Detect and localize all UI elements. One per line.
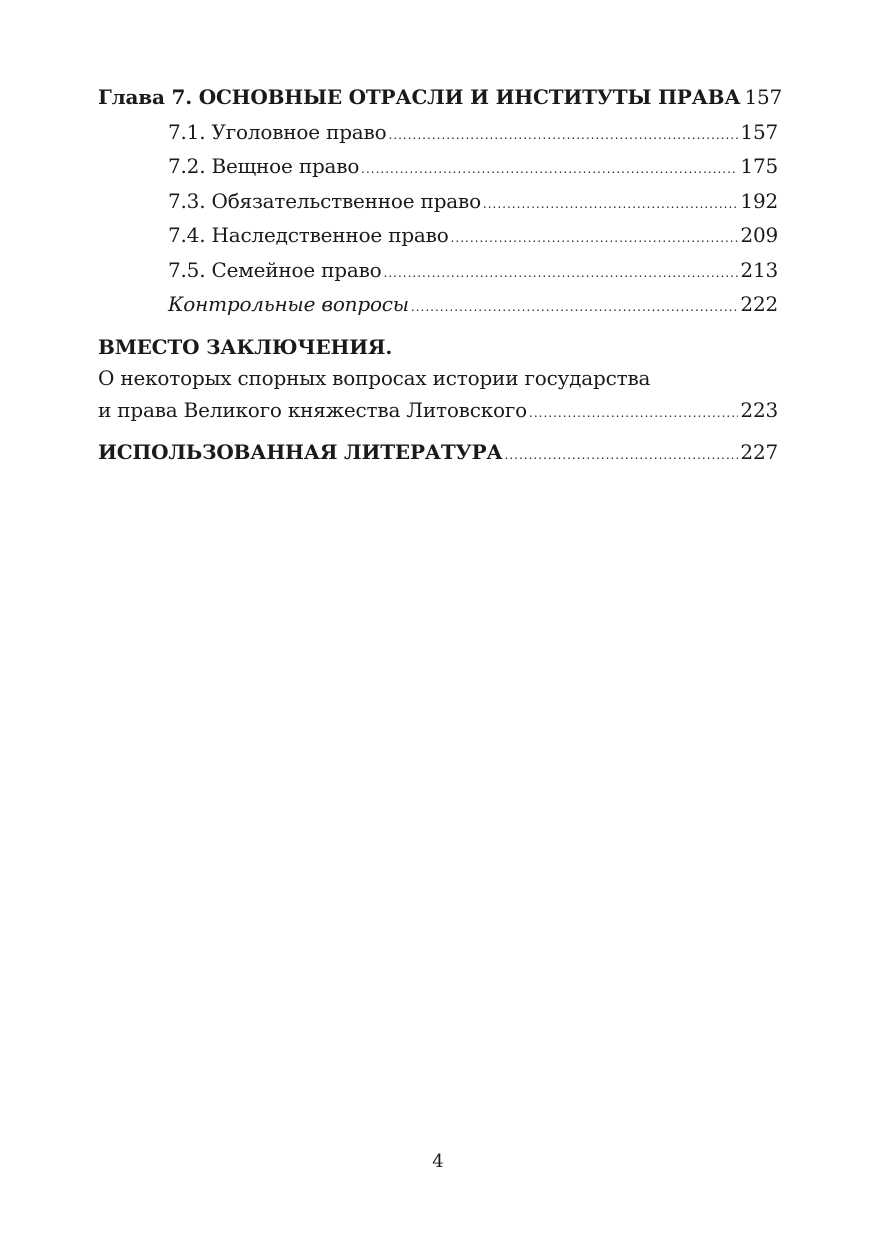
toc-entry-page: 209 xyxy=(740,223,778,247)
toc-entry-title: 7.2. Вещное право xyxy=(168,154,360,178)
toc-entry-page: 227 xyxy=(740,440,778,464)
toc-entry-title: 7.5. Семейное право xyxy=(168,257,382,282)
toc-literature[interactable] xyxy=(98,437,778,472)
toc-section-7-4[interactable] xyxy=(98,220,778,255)
toc-entry-page: 223 xyxy=(740,397,778,422)
toc-entry-title: Глава 7. ОСНОВНЫЕ ОТРАСЛИ И ИНСТИТУТЫ ПРАВА xyxy=(98,85,741,109)
toc-entry-page: 157 xyxy=(744,85,783,109)
dot-leader xyxy=(388,120,738,152)
toc-conclusion-line-1: О некоторых спорных вопросах истории государства xyxy=(98,366,651,390)
dot-leader xyxy=(483,189,739,221)
toc-section-7-1[interactable] xyxy=(98,117,778,152)
toc-chapter-7[interactable] xyxy=(98,82,783,117)
toc-entry-page: 222 xyxy=(740,292,778,316)
toc-section-7-5[interactable] xyxy=(98,255,778,290)
toc-entry-title: 7.1. Уголовное право xyxy=(168,119,387,144)
toc-control-questions[interactable] xyxy=(98,289,778,324)
toc-conclusion[interactable] xyxy=(98,395,778,430)
dot-leader xyxy=(361,154,738,186)
toc-entry-page: 213 xyxy=(740,257,778,282)
toc-section-7-2[interactable] xyxy=(98,151,778,186)
page-number: 4 xyxy=(432,1151,444,1172)
toc-entry-title: и права Великого княжества Литовского xyxy=(98,397,528,422)
toc-entry-page: 175 xyxy=(740,154,778,178)
toc-conclusion-heading[interactable]: ВМЕСТО ЗАКЛЮЧЕНИЯ. xyxy=(98,334,393,359)
toc-entry-page: 192 xyxy=(740,188,778,213)
toc-entry-title: ИСПОЛЬЗОВАННАЯ ЛИТЕРАТУРА xyxy=(98,440,503,464)
toc-entry-title: 7.4. Наследственное право xyxy=(168,223,449,247)
dot-leader xyxy=(505,440,739,472)
dot-leader xyxy=(384,258,739,290)
toc-section-7-3[interactable] xyxy=(98,186,778,221)
dot-leader xyxy=(411,292,739,324)
toc-entry-page: 157 xyxy=(740,119,778,144)
toc-entry-title: Контрольные вопросы xyxy=(168,292,409,316)
dot-leader xyxy=(529,398,738,430)
toc-entry-title: 7.3. Обязательственное право xyxy=(168,188,481,213)
table-of-contents xyxy=(98,82,783,472)
dot-leader xyxy=(451,223,739,255)
